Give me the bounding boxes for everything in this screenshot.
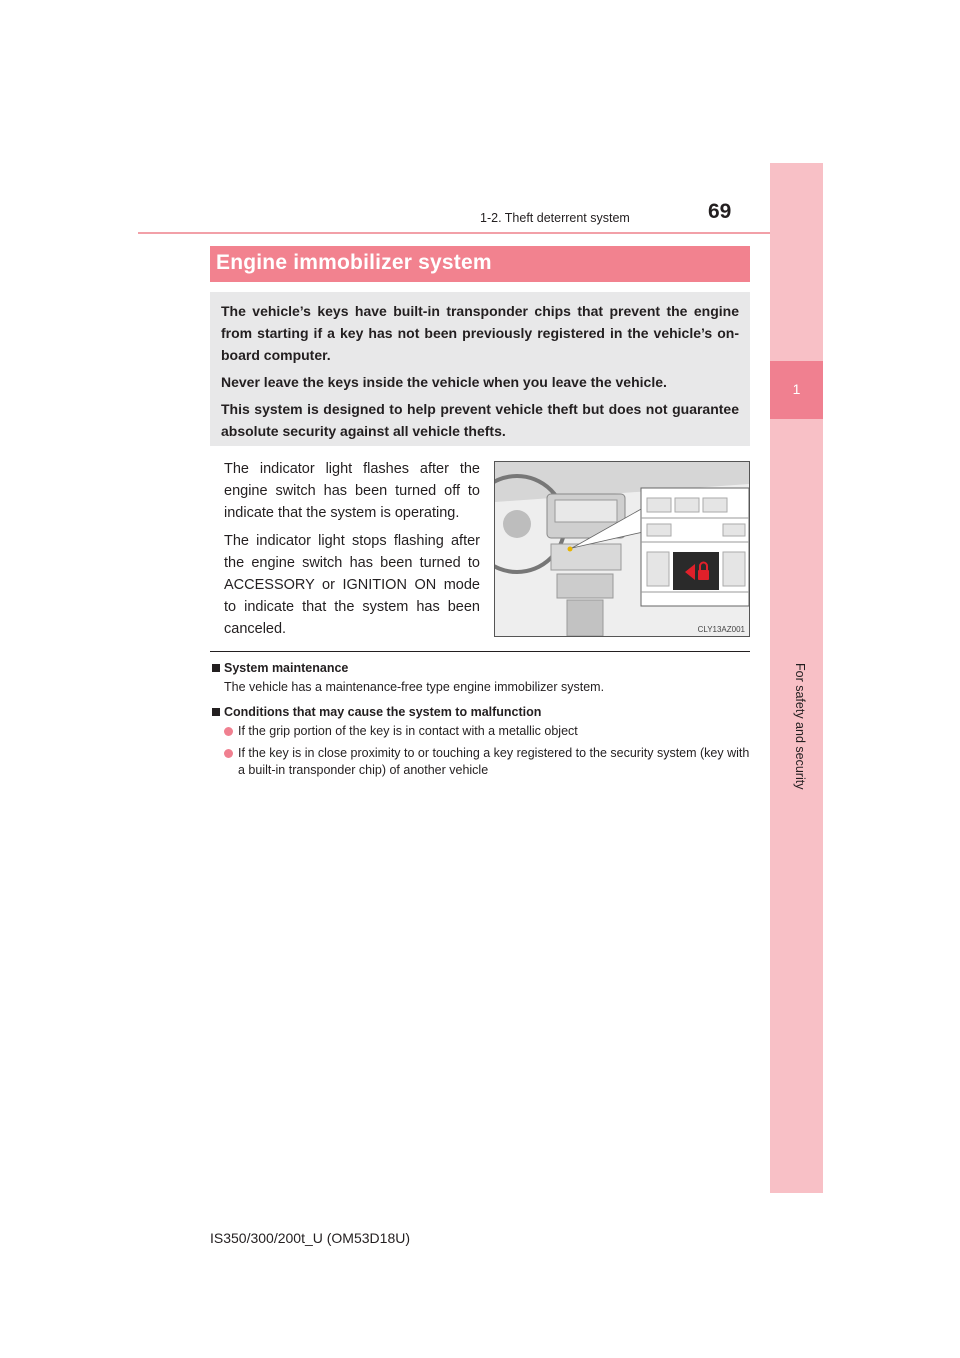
- figure-code: CLY13AZ001: [697, 625, 745, 634]
- section-heading: 1-2. Theft deterrent system: [480, 211, 630, 225]
- square-bullet-icon: [212, 664, 220, 672]
- bullet-text: If the key is in close proximity to or touching a key registered to the security system (key with a built-in transponder chip) of another vehicle: [238, 746, 750, 777]
- square-bullet-icon: [212, 708, 220, 716]
- intro-box: [210, 292, 750, 446]
- dashboard-illustration: [494, 461, 750, 637]
- chapter-label: For safety and security: [793, 663, 807, 790]
- bullet-text: If the grip portion of the key is in contact with a metallic object: [238, 724, 578, 738]
- dashboard-drawing: [495, 462, 749, 636]
- indicator-panel: [673, 552, 719, 590]
- chapter-number: 1: [792, 381, 801, 397]
- note-heading: [212, 660, 752, 677]
- round-bullet-icon: [224, 727, 233, 736]
- bullet-item: [224, 723, 752, 740]
- note-text: The vehicle has a maintenance-free type engine immobilizer system.: [224, 680, 605, 694]
- note-heading: [212, 704, 752, 721]
- section-title-bar: [210, 246, 750, 282]
- chapter-side-tab: [770, 163, 823, 1193]
- notes-divider: [210, 651, 750, 652]
- footer-model-code: IS350/300/200t_U (OM53D18U): [210, 1230, 410, 1246]
- body-text: [224, 458, 480, 646]
- bullet-item: [224, 745, 752, 779]
- section-title: Engine immobilizer system: [216, 251, 492, 274]
- notes-section: [212, 660, 752, 784]
- note-heading-text: Conditions that may cause the system to malfunction: [224, 705, 542, 719]
- round-bullet-icon: [224, 749, 233, 758]
- note-heading-text: System maintenance: [224, 661, 349, 675]
- indicator-location-dot: [568, 547, 573, 552]
- body-paragraph: The indicator light stops flashing after the engine switch has been turned to ACCESSORY or IGNITION ON mode to indicate that the system has been canceled.: [224, 533, 480, 637]
- page-number: 69: [708, 200, 732, 223]
- intro-paragraph: The vehicle’s keys have built-in transponder chips that prevent the engine from starting if a key has not been previously registered in the vehicle’s on-board computer.: [221, 303, 739, 363]
- header-rule: [138, 232, 823, 234]
- intro-paragraph: This system is designed to help prevent vehicle theft but does not guarantee absolute security against all vehicle thefts.: [221, 401, 739, 439]
- body-paragraph: The indicator light flashes after the engine switch has been turned off to indicate that the system is operating.: [224, 461, 480, 521]
- intro-paragraph: Never leave the keys inside the vehicle when you leave the vehicle.: [221, 374, 667, 390]
